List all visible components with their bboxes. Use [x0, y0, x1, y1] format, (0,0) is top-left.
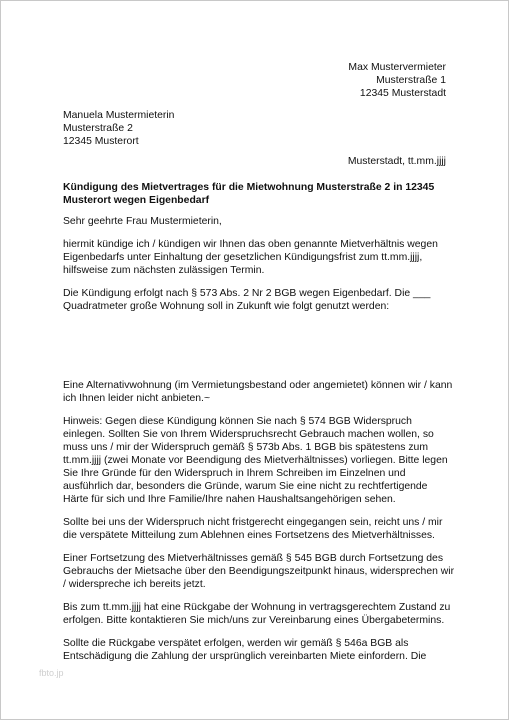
sender-address [348, 61, 446, 100]
paragraph-late-objection [63, 516, 453, 542]
paragraph-line: Sie Ihre Gründe für den Widerspruch in Ihrem Schreiben im Einzelnen und [63, 468, 406, 479]
subject-line-2: Musterort wegen Eigenbedarf [63, 195, 210, 206]
watermark: fbto.jp [39, 668, 64, 678]
paragraph-line: erfolgen. Bitte kontaktieren Sie mich/uns zur Vereinbarung eines Übergabetermins. [63, 615, 445, 626]
paragraph-line: tt.mm.jjjj (zwei Monate vor Beendigung des Mietverhältnisses) vorliegen. Bitte legen [63, 455, 448, 466]
subject-line [63, 181, 453, 207]
paragraph-line: ausführlich dar, besonders die Gründe, warum Sie eine nicht zu rechtfertigende [63, 481, 428, 492]
paragraph-line: Sollte die Rückgabe verspätet erfolgen, werden wir gemäß § 546a BGB als [63, 638, 409, 649]
paragraph-line: Einer Fortsetzung des Mietverhältnisses gemäß § 545 BGB durch Fortsetzung des [63, 553, 444, 564]
paragraph-handover [63, 601, 453, 627]
paragraph-alternative [63, 379, 453, 405]
paragraph-reason [63, 287, 453, 313]
sender-street: Musterstraße 1 [376, 75, 446, 86]
paragraph-line: die verspätete Mitteilung zum Ablehnen eines Fortsetzens des Mietverhältnisses. [63, 530, 435, 541]
place-date: Musterstadt, tt.mm.jjjj [347, 156, 446, 167]
paragraph-line: muss uns / mir der Widerspruch gemäß § 573b Abs. 1 BGB bis spätestens zum [63, 442, 428, 453]
blank-space [63, 323, 453, 379]
paragraph-line: Quadratmeter große Wohnung soll in Zukunft wie folgt genutzt werden: [63, 301, 390, 312]
paragraph-intro [63, 238, 453, 277]
recipient-street: Musterstraße 2 [63, 123, 133, 134]
paragraph-line: Bis zum tt.mm.jjjj hat eine Rückgabe der Wohnung in vertragsgerechtem Zustand zu [63, 602, 451, 613]
sender-name: Max Mustervermieter [348, 62, 446, 73]
paragraph-line: hilfsweise zum nächsten zulässigen Termin. [63, 265, 265, 276]
paragraph-line: einlegen. Sollten Sie von Ihrem Widerspruchsrecht Gebrauch machen wollen, so [63, 429, 434, 440]
sender-city: 12345 Musterstadt [359, 88, 446, 99]
paragraph-line: Gebrauchs der Mietsache über den Beendigungszeitpunkt hinaus, widersprechen wir [63, 566, 455, 577]
paragraph-line: Sollte bei uns der Widerspruch nicht fristgerecht eingegangen sein, reicht uns / mir [63, 517, 443, 528]
letter-body [63, 181, 453, 673]
paragraph-continuation [63, 552, 453, 591]
paragraph-late-return [63, 637, 453, 663]
salutation-text: Sehr geehrte Frau Mustermieterin, [63, 216, 222, 227]
salutation [63, 215, 453, 228]
paragraph-line: Eigenbedarfs unter Einhaltung der gesetzlichen Kündigungsfrist zum tt.mm.jjjj, [63, 252, 423, 263]
paragraph-line: Hinweis: Gegen diese Kündigung können Sie nach § 574 BGB Widerspruch [63, 416, 412, 427]
paragraph-line: Die Kündigung erfolgt nach § 573 Abs. 2 Nr 2 BGB wegen Eigenbedarf. Die ___ [63, 288, 431, 299]
paragraph-line: Eine Alternativwohnung (im Vermietungsbestand oder angemietet) können wir / kann [63, 380, 453, 391]
recipient-city: 12345 Musterort [63, 136, 139, 147]
paragraph-line: Entschädigung die Zahlung der ursprünglich vereinbarten Miete einfordern. Die [63, 651, 427, 662]
paragraph-line: ich Ihnen leider nicht anbieten.~ [63, 393, 211, 404]
paragraph-line: / widerspreche ich bereits jetzt. [63, 579, 206, 590]
paragraph-objection-notice [63, 415, 453, 506]
paragraph-line: Härte für sich und Ihre Familie/Ihre nahen Haushaltsangehörigen sehen. [63, 494, 396, 505]
recipient-address [63, 109, 174, 148]
paragraph-line: hiermit kündige ich / kündigen wir Ihnen das oben genannte Mietverhältnis wegen [63, 239, 438, 250]
subject-line-1: Kündigung des Mietvertrages für die Mietwohnung Musterstraße 2 in 12345 [63, 182, 435, 193]
recipient-name: Manuela Mustermieterin [63, 110, 175, 121]
